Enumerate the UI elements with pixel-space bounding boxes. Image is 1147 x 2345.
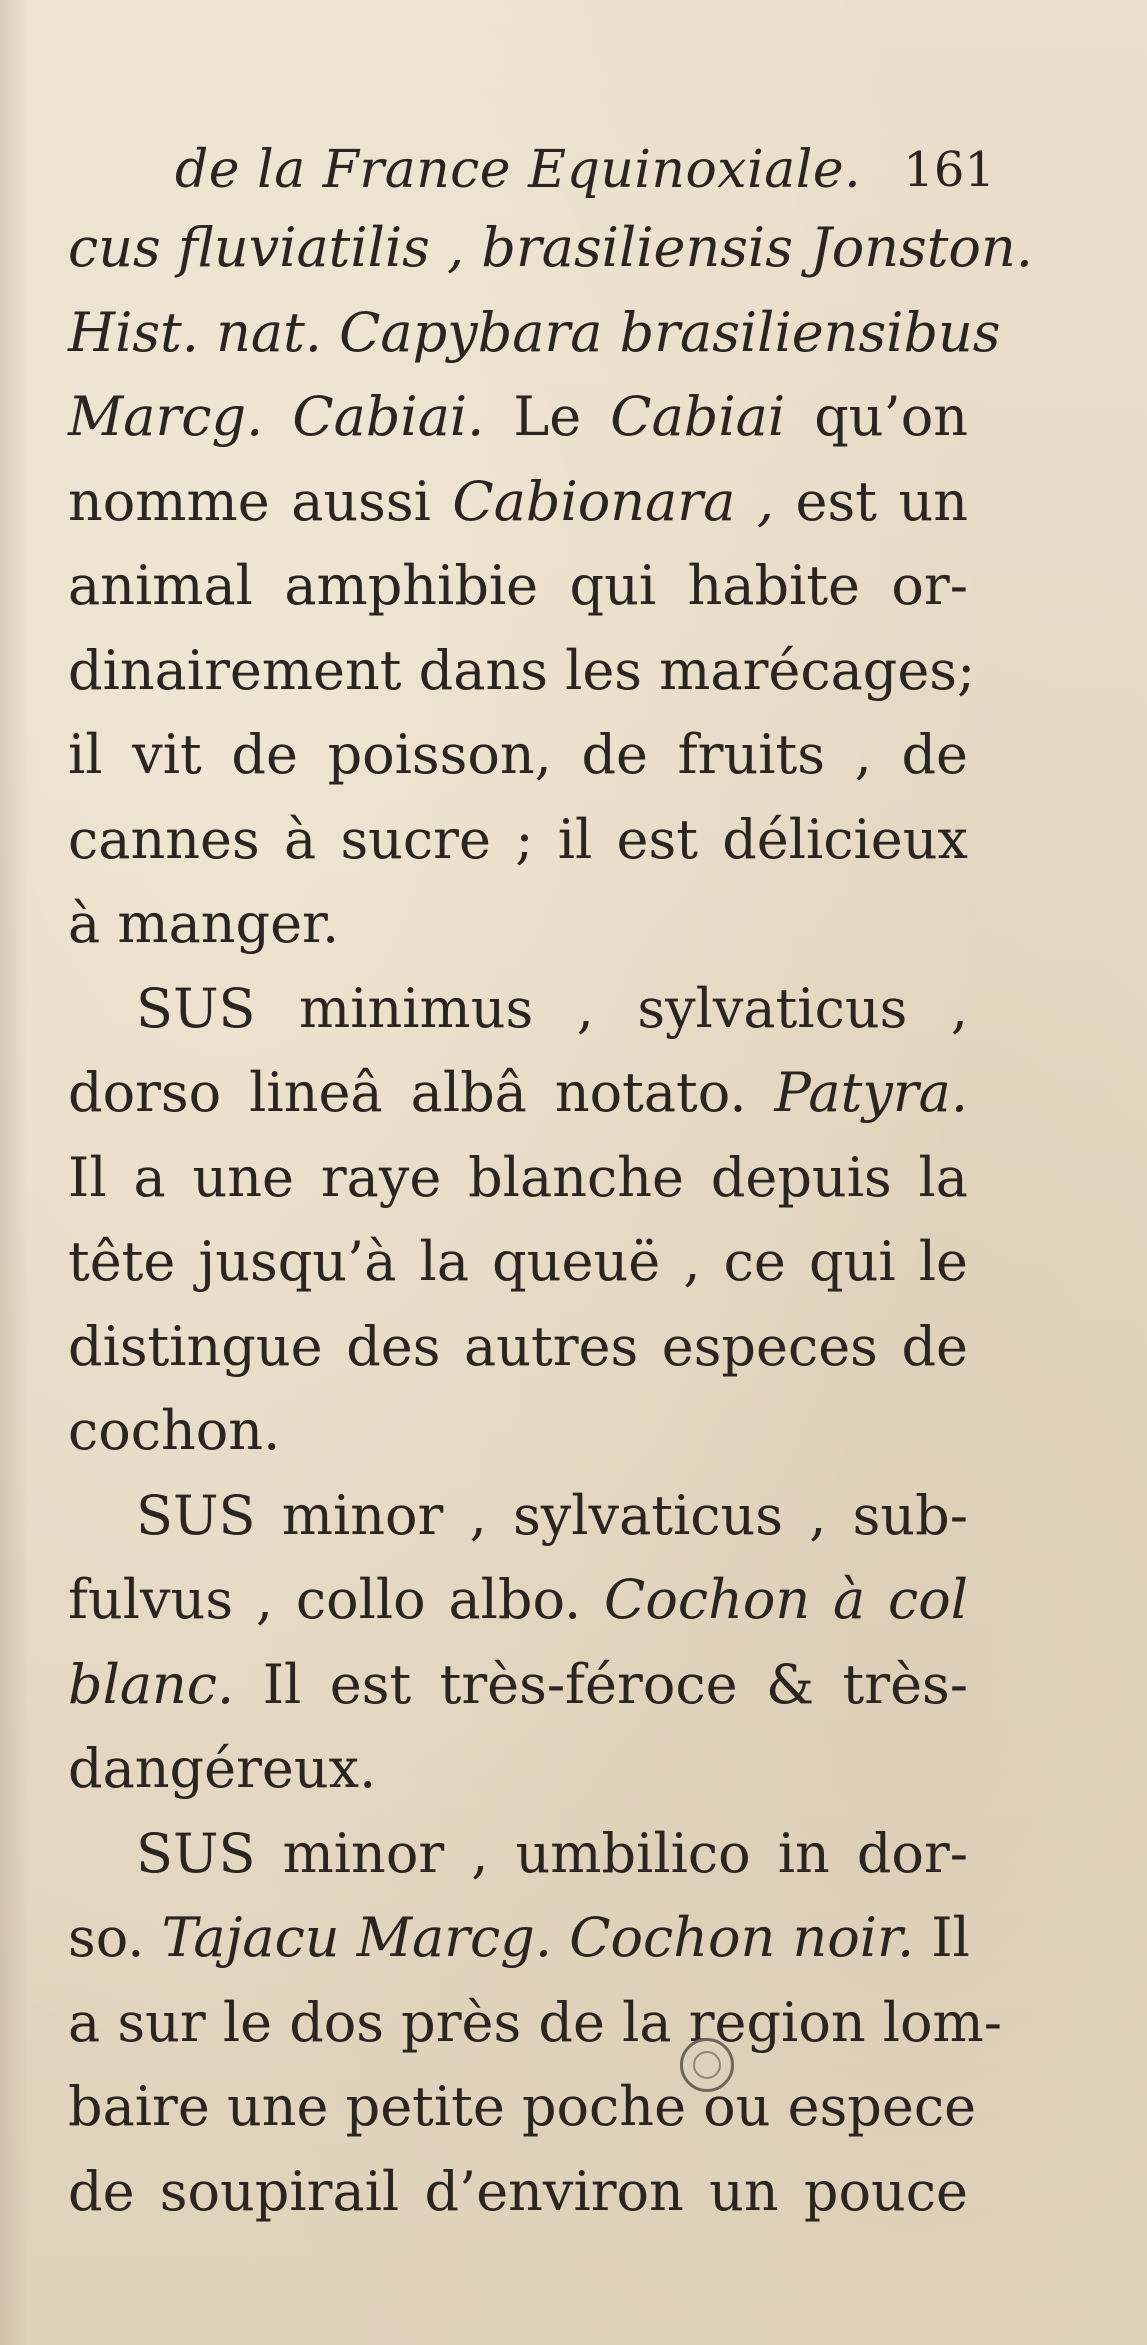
italic-segment: Marcg. Cabiai. — [68, 385, 514, 448]
roman-segment: Il — [914, 1906, 970, 1969]
italic-segment: Patyra. — [774, 1061, 968, 1124]
text-line — [68, 1727, 968, 1812]
roman-segment: cochon. — [68, 1399, 281, 1462]
page-gutter-shadow — [0, 0, 28, 2345]
text-line — [68, 967, 968, 1052]
roman-segment: Il est très-féroce & très- — [234, 1652, 968, 1716]
italic-segment: Hist. nat. Capybara brasiliensibus — [68, 300, 1001, 364]
roman-segment: baire une petite poche ou espece — [68, 2075, 977, 2138]
roman-segment: a sur le dos près de la region lom- — [68, 1990, 1003, 2054]
text-line — [68, 460, 968, 545]
roman-segment: dinairement dans les marécages; — [68, 638, 976, 702]
roman-segment: fulvus , collo albo. — [68, 1568, 605, 1631]
italic-segment: Cabiai — [610, 385, 786, 448]
body-text — [68, 206, 1033, 2234]
roman-segment: il vit de poisson, de fruits , de — [68, 723, 968, 786]
roman-segment: cannes à sucre ; il est délicieux — [68, 807, 968, 871]
text-line — [68, 2150, 968, 2235]
roman-segment: Il a une raye blanche depuis la — [68, 1145, 968, 1209]
text-line — [68, 1389, 968, 1474]
text-line — [68, 798, 968, 883]
printer-signature-glyph — [680, 2038, 734, 2092]
roman-segment: so. — [68, 1906, 162, 1969]
page-number: 161 — [903, 142, 995, 198]
text-line — [68, 1136, 968, 1221]
text-line — [68, 1051, 968, 1136]
roman-segment: SUS minimus , sylvaticus , — [136, 976, 968, 1040]
text-line — [68, 2065, 977, 2150]
italic-segment: Cabionara , — [452, 469, 774, 533]
roman-segment: dorso lineâ albâ notato. — [68, 1061, 775, 1124]
italic-segment: cus fluviatilis , brasiliensis Jonston. — [68, 216, 1033, 279]
text-line — [68, 291, 1001, 376]
italic-segment: Tajacu Marcg. Cochon noir. — [161, 1906, 915, 1969]
italic-segment: Cochon à col — [604, 1568, 968, 1631]
text-line — [68, 1474, 968, 1559]
text-line — [68, 882, 968, 967]
roman-segment: SUS minor , sylvaticus , sub- — [136, 1483, 968, 1547]
running-title: de la France Equinoxiale. — [175, 140, 862, 200]
text-line — [68, 1643, 968, 1728]
roman-segment: est un — [773, 469, 969, 533]
text-line — [68, 375, 968, 460]
roman-segment: animal amphibie qui habite or- — [68, 554, 968, 617]
running-head — [175, 140, 995, 200]
roman-segment: de soupirail d’environ un pouce — [68, 2159, 968, 2223]
text-line — [68, 544, 968, 629]
text-line — [68, 1812, 968, 1897]
signature-mark — [680, 2038, 734, 2092]
roman-segment: SUS minor , umbilico in dor- — [136, 1821, 968, 1885]
text-line — [68, 1305, 968, 1390]
text-line — [68, 1220, 968, 1305]
text-line — [68, 1981, 1003, 2066]
text-line — [68, 1896, 968, 1981]
text-line — [68, 629, 976, 714]
text-line — [68, 206, 1033, 291]
roman-segment: qu’on — [785, 385, 968, 448]
text-line — [68, 1558, 968, 1643]
roman-segment: dangéreux. — [68, 1737, 377, 1800]
roman-segment: à manger. — [68, 892, 340, 955]
roman-segment: distingue des autres especes de — [68, 1314, 968, 1378]
roman-segment: Le — [513, 385, 611, 448]
roman-segment: tête jusqu’à la queuë , ce qui le — [68, 1230, 968, 1293]
roman-segment: nomme aussi — [68, 469, 453, 533]
text-line — [68, 713, 968, 798]
italic-segment: blanc. — [68, 1652, 235, 1716]
